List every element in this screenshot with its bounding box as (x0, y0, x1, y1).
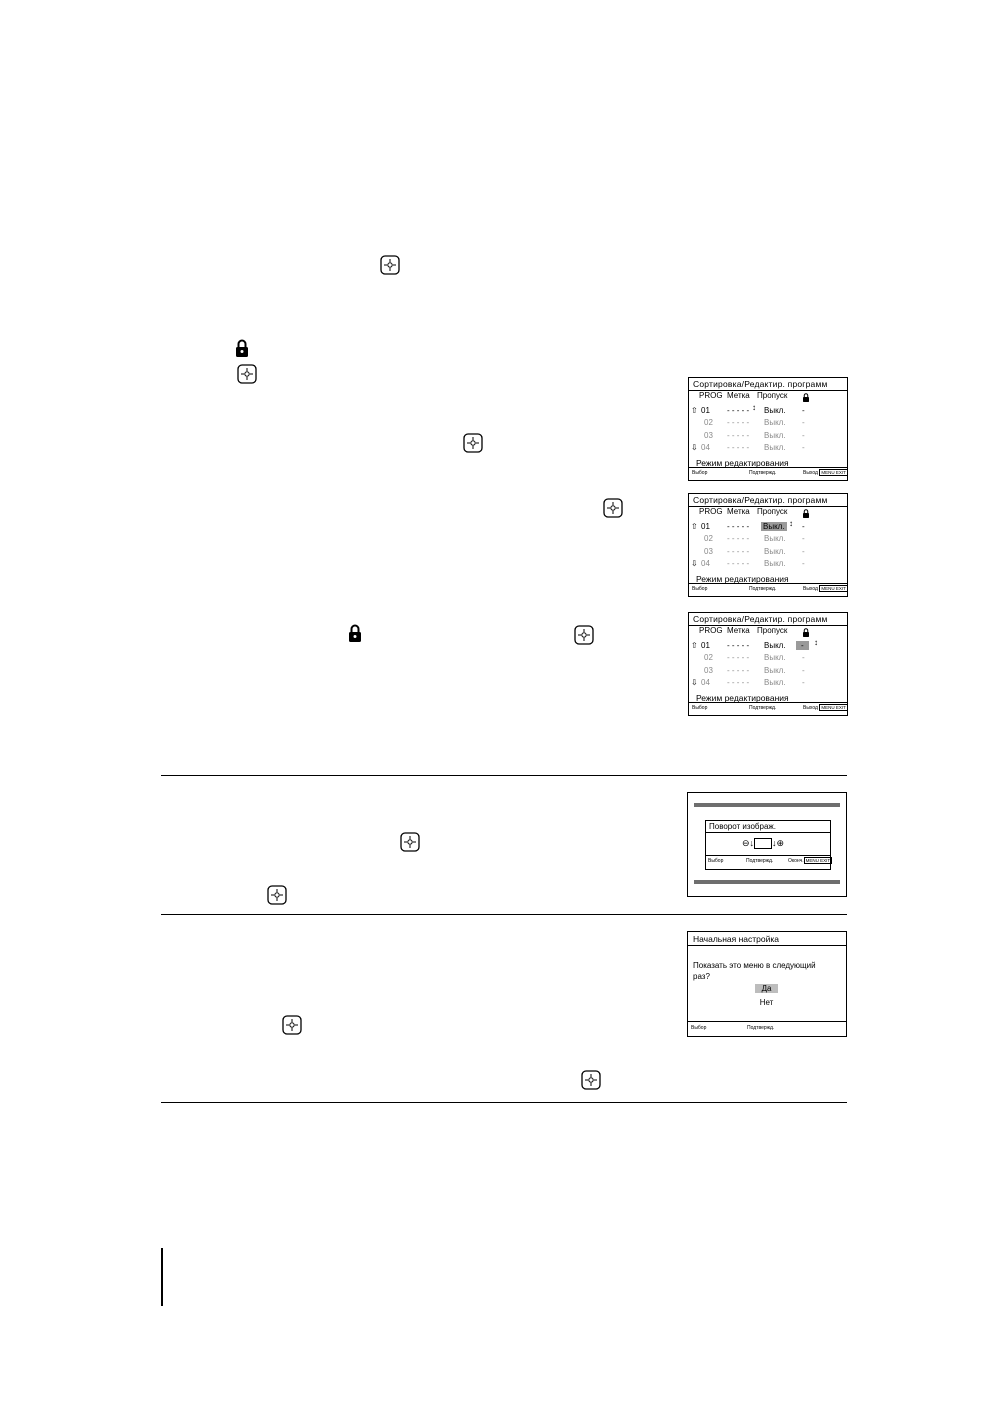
section-divider (161, 1102, 847, 1103)
option-no[interactable]: Нет (759, 998, 774, 1007)
row-skip: Выкл. (764, 534, 786, 543)
padlock-icon (802, 509, 810, 518)
row-skip: Выкл. (764, 678, 786, 687)
row-lock: - (802, 559, 805, 568)
row-skip: Выкл. (764, 641, 786, 650)
padlock-icon (802, 393, 810, 402)
row-label: - - - - - (727, 431, 750, 440)
initial-question-line2: раз? (693, 972, 710, 981)
ok-button-icon (380, 255, 400, 275)
header-prog: PROG (699, 507, 723, 516)
row-num: 02 (704, 534, 713, 543)
osd-picture-rotation-screen (687, 792, 847, 897)
row-label: - - - - - (727, 559, 750, 568)
initial-footer-confirm: Подтвержд. (747, 1025, 775, 1031)
header-label: Метка (727, 507, 750, 516)
row-lock: - (802, 666, 805, 675)
edit-mode-label: Режим редактирования (696, 458, 789, 468)
row-lock: - (802, 443, 805, 452)
footer-select: Выбор (692, 586, 708, 592)
row-label: - - - - - (727, 678, 750, 687)
row-num: 04 (701, 443, 710, 452)
row-label: - - - - - (727, 653, 750, 662)
footer-exit-key: MENU EXIT (821, 705, 846, 710)
footer-select: Выбор (692, 705, 708, 711)
footer-exit: Выход (803, 470, 818, 476)
header-skip: Пропуск (757, 507, 788, 516)
ok-button-icon (574, 625, 594, 645)
initial-title: Начальная настройка (693, 934, 780, 944)
row-num: 03 (704, 666, 713, 675)
padlock-icon (802, 628, 810, 637)
edit-mode-label: Режим редактирования (696, 574, 789, 584)
rotate-footer-end-key: MENU EXIT (805, 858, 831, 863)
up-arrow-icon: ⇧ (691, 522, 698, 531)
ok-button-icon (282, 1015, 302, 1035)
row-label: - - - - - (727, 418, 750, 427)
footer-exit-key: MENU EXIT (821, 470, 846, 475)
row-num: 01 (701, 522, 710, 531)
header-skip: Пропуск (757, 391, 788, 400)
row-label: - - - - - (727, 534, 750, 543)
header-label: Метка (727, 626, 750, 635)
up-down-arrow-icon: ↕ (814, 638, 818, 647)
header-prog: PROG (699, 391, 723, 400)
ok-button-icon (463, 433, 483, 453)
footer-exit: Выход (803, 586, 818, 592)
row-num: 04 (701, 678, 710, 687)
row-skip: Выкл. (764, 431, 786, 440)
row-num: 04 (701, 559, 710, 568)
section-divider (161, 775, 847, 776)
row-lock-selected: - (796, 641, 809, 650)
row-label: - - - - - (727, 406, 750, 415)
option-yes[interactable]: Да (755, 984, 778, 993)
ok-button-icon (237, 364, 257, 384)
footer-select: Выбор (692, 470, 708, 476)
header-prog: PROG (699, 626, 723, 635)
row-skip: Выкл. (764, 443, 786, 452)
page-margin-bar (161, 1248, 163, 1306)
osd-program-sort-screen-3 (688, 612, 848, 716)
row-skip: Выкл. (764, 406, 786, 415)
down-arrow-icon: ⇩ (691, 559, 698, 568)
header-skip: Пропуск (757, 626, 788, 635)
row-skip: Выкл. (764, 418, 786, 427)
row-label: - - - - - (727, 443, 750, 452)
osd-program-sort-screen-1 (688, 377, 848, 481)
footer-confirm: Подтвержд. (749, 705, 777, 711)
ok-button-icon (267, 885, 287, 905)
row-label: - - - - - (727, 547, 750, 556)
row-num: 02 (704, 418, 713, 427)
row-num: 01 (701, 406, 710, 415)
rotate-footer-select: Выбор (708, 858, 724, 864)
rotate-title: Поворот изображ. (709, 822, 776, 831)
row-label: - - - - - (727, 641, 750, 650)
up-down-arrow-icon: ↕ (789, 519, 793, 528)
up-arrow-icon: ⇧ (691, 641, 698, 650)
row-skip: Выкл. (764, 666, 786, 675)
rotate-footer-end: Оконч. (788, 858, 804, 864)
row-num: 03 (704, 431, 713, 440)
padlock-icon (348, 624, 362, 642)
row-lock: - (802, 406, 805, 415)
initial-footer-select: Выбор (691, 1025, 707, 1031)
section-divider (161, 914, 847, 915)
up-arrow-icon: ⇧ (691, 406, 698, 415)
ok-button-icon (581, 1070, 601, 1090)
row-lock: - (802, 431, 805, 440)
row-lock: - (802, 418, 805, 427)
row-lock: - (802, 522, 805, 531)
row-skip: Выкл. (764, 547, 786, 556)
footer-confirm: Подтвержд. (749, 586, 777, 592)
osd-title: Сортировка/Редактир. программ (693, 614, 828, 624)
osd-title: Сортировка/Редактир. программ (693, 379, 828, 389)
osd-title: Сортировка/Редактир. программ (693, 495, 828, 505)
rotate-footer-confirm: Подтвержд. (746, 858, 774, 864)
up-down-arrow-icon: ↕ (752, 403, 756, 412)
osd-program-sort-screen-2 (688, 493, 848, 597)
osd-initial-setup-screen (687, 931, 847, 1037)
padlock-icon (235, 339, 249, 357)
row-skip-selected: Выкл. (763, 522, 785, 531)
row-lock: - (802, 534, 805, 543)
rotate-indicator: ⊖↓ ↓⊕ (742, 838, 785, 848)
footer-exit-key: MENU EXIT (821, 586, 846, 591)
header-label: Метка (727, 391, 750, 400)
row-lock: - (802, 653, 805, 662)
edit-mode-label: Режим редактирования (696, 693, 789, 703)
row-label: - - - - - (727, 666, 750, 675)
row-label: - - - - - (727, 522, 750, 531)
ok-button-icon (603, 498, 623, 518)
footer-confirm: Подтвержд. (749, 470, 777, 476)
down-arrow-icon: ⇩ (691, 443, 698, 452)
row-num: 03 (704, 547, 713, 556)
row-lock: - (802, 678, 805, 687)
initial-question-line1: Показать это меню в следующий (693, 961, 816, 970)
footer-exit: Выход (803, 705, 818, 711)
down-arrow-icon: ⇩ (691, 678, 698, 687)
row-lock: - (802, 547, 805, 556)
row-skip: Выкл. (764, 653, 786, 662)
row-num: 01 (701, 641, 710, 650)
row-num: 02 (704, 653, 713, 662)
row-skip: Выкл. (764, 559, 786, 568)
ok-button-icon (400, 832, 420, 852)
